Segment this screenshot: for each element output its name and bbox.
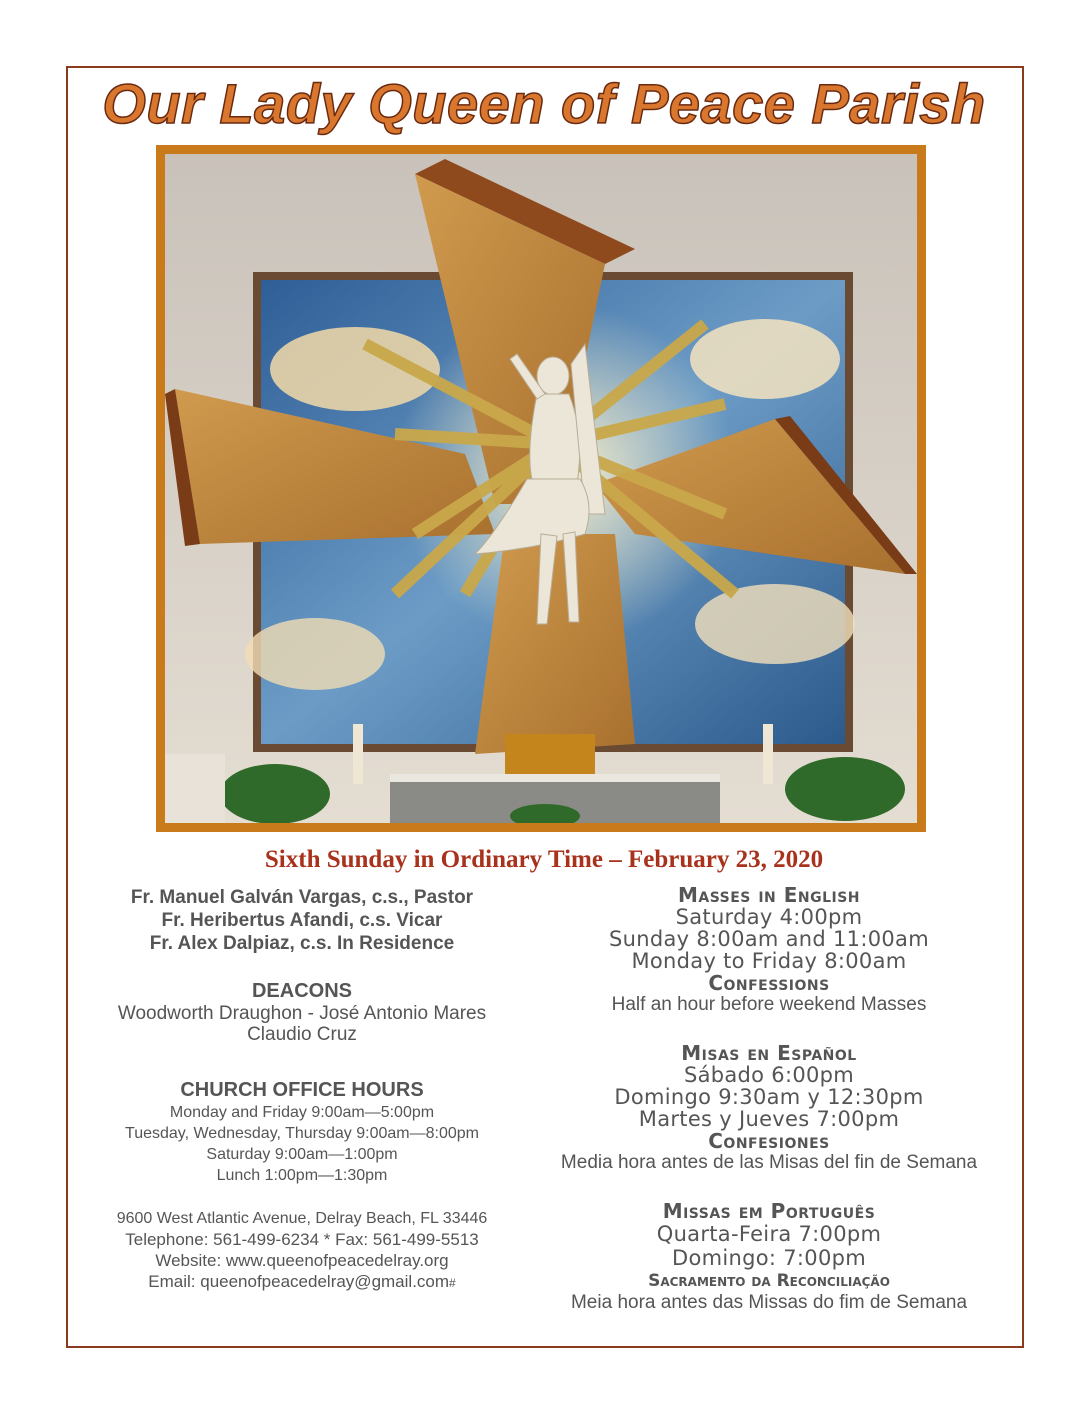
office-hours-line: Tuesday, Wednesday, Thursday 9:00am—8:00pm [125,1125,479,1142]
portuguese-confessions-heading: Sacramento da Reconciliação [648,1271,890,1291]
english-mass-time: Sunday 8:00am and 11:00am [609,927,929,951]
deacons-line-2: Claudio Cruz [247,1024,357,1045]
email-mark: # [449,1276,456,1290]
english-confessions-text: Half an hour before weekend Masses [611,994,927,1015]
spanish-confessions-text: Media hora antes de las Misas del fin de Semana [560,1152,978,1173]
address: 9600 West Atlantic Avenue, Delray Beach, FL 33446 [116,1210,488,1227]
office-hours-line: Saturday 9:00am—1:00pm [206,1146,398,1163]
english-mass-time: Saturday 4:00pm [675,905,863,929]
deacons-heading: DEACONS [251,980,352,1002]
english-confessions-heading: Confessions [708,971,830,995]
clergy-in-residence: Fr. Alex Dalpiaz, c.s. In Residence [149,933,455,954]
right-column [546,884,992,1314]
clergy-pastor: Fr. Manuel Galván Vargas, c.s., Pastor [130,887,474,908]
spanish-mass-time: Martes y Jueves 7:00pm [638,1107,900,1131]
spanish-confessions-heading: Confesiones [708,1129,830,1153]
altar-photo [156,145,926,832]
website: Website: www.queenofpeacedelray.org [155,1251,449,1270]
portuguese-mass-time: Domingo: 7:00pm [672,1246,866,1270]
clergy-vicar: Fr. Heribertus Afandi, c.s. Vicar [161,910,443,931]
clergy-list [60,886,544,955]
english-mass-time: Monday to Friday 8:00am [631,949,907,973]
email: Email: queenofpeacedelray@gmail.com [148,1272,450,1291]
left-column [60,886,544,1294]
english-masses-heading: Masses in English [677,883,861,907]
liturgical-heading: Sixth Sunday in Ordinary Time – February 23, 2020 [264,846,824,873]
risen-christ-altar-image [165,154,917,823]
office-hours-line: Lunch 1:00pm—1:30pm [216,1167,388,1184]
phone-fax: Telephone: 561-499-6234 * Fax: 561-499-5513 [125,1230,479,1249]
email-line [60,1271,544,1294]
portuguese-mass-time: Quarta-Feira 7:00pm [656,1222,882,1246]
spanish-mass-time: Domingo 9:30am y 12:30pm [614,1085,924,1109]
spanish-masses-heading: Misas en Español [681,1041,857,1065]
office-hours-line: Monday and Friday 9:00am—5:00pm [169,1104,435,1121]
spanish-mass-time: Sábado 6:00pm [683,1063,855,1087]
parish-title: Our Lady Queen of Peace Parish [102,72,986,135]
office-hours-heading: CHURCH OFFICE HOURS [180,1079,424,1101]
deacons-line-1: Woodworth Draughon - José Antonio Mares [117,1003,487,1024]
portuguese-masses-heading: Missas em Português [662,1199,876,1223]
portuguese-confessions-text: Meia hora antes das Missas do fim de Semana [570,1292,968,1313]
